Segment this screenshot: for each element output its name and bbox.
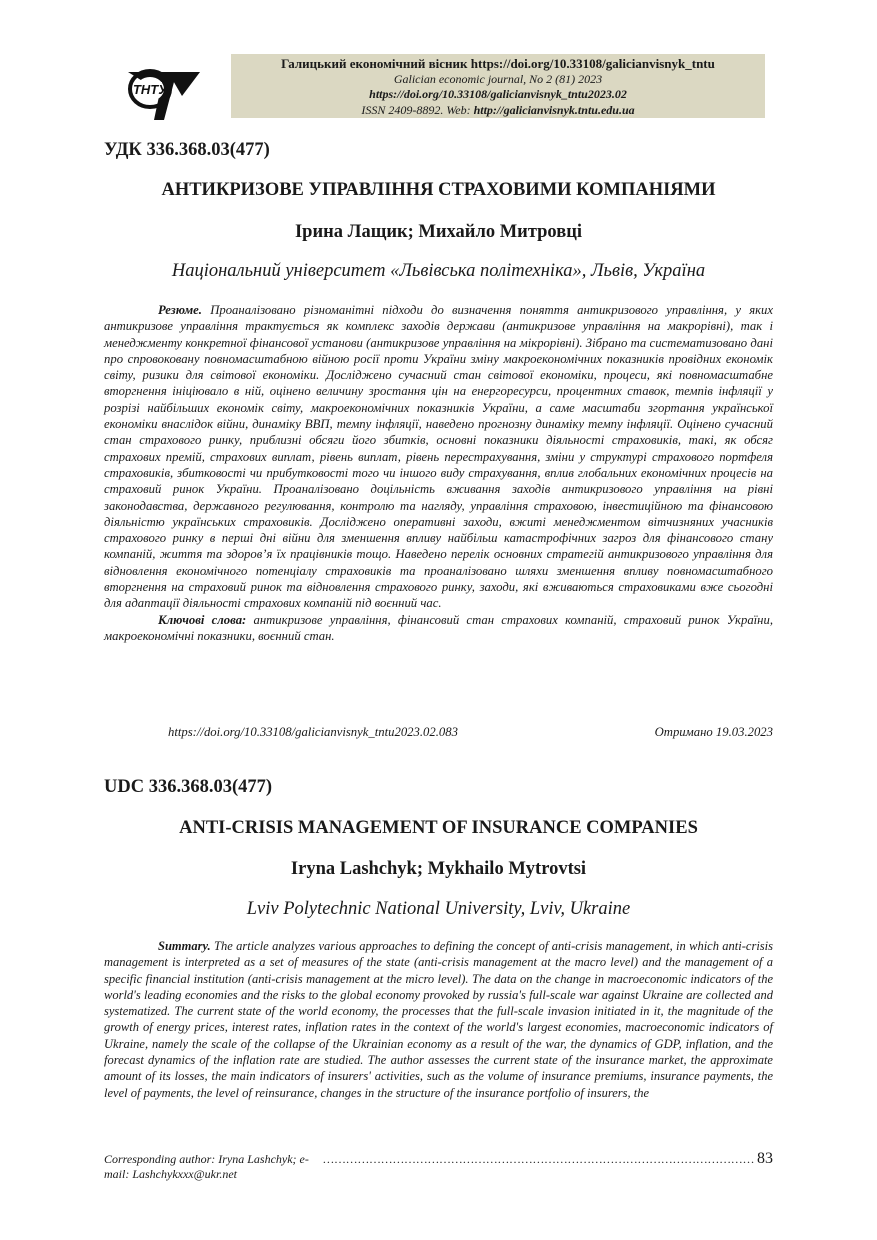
- page-number: 83: [757, 1150, 773, 1167]
- journal-name-line: Галицький економічний вісник https://doi.org/10.33108/galicianvisnyk_tntu: [281, 56, 715, 71]
- udc-en: UDC 336.368.03(477): [104, 777, 273, 797]
- journal-logo: [124, 62, 204, 124]
- summary-paragraph: [104, 938, 773, 1101]
- authors-en: Iryna Lashchyk; Mykhailo Mytrovtsi: [290, 859, 587, 879]
- title-en: ANTI-CRISIS MANAGEMENT OF INSURANCE COMPANIES: [179, 818, 698, 838]
- issn-line: [231, 103, 765, 119]
- received-date: Отримано 19.03.2023: [654, 725, 773, 739]
- authors-ua: Ірина Лащик; Михайло Митровці: [294, 222, 583, 242]
- affiliation-en: Lviv Polytechnic National University, Lviv, Ukraine: [246, 899, 631, 919]
- affiliation-ua: Національний університет «Львівська політехніка», Львів, Україна: [171, 261, 706, 281]
- journal-web-link[interactable]: http://galicianvisnyk.tntu.edu.ua: [473, 102, 635, 117]
- logo-text: ТНТУ: [132, 82, 168, 97]
- summary-en: [104, 938, 773, 1101]
- keywords-text: антикризове управління, фінансовий стан страхових компаній, страховий ринок України, макроекономічні показники, воєнний стан.: [104, 612, 773, 643]
- issue-doi-line: https://doi.org/10.33108/galicianvisnyk_tntu2023.02: [369, 87, 627, 101]
- udc-ua: УДК 336.368.03(477): [104, 140, 270, 160]
- summary-lead: Summary.: [158, 939, 211, 953]
- abstract-lead: Резюме.: [158, 303, 202, 317]
- abstract-ua: [104, 302, 773, 644]
- journal-issue-line: Galician economic journal, No 2 (81) 2023: [393, 71, 603, 86]
- abstract-paragraph: [104, 302, 773, 612]
- title-ua: АНТИКРИЗОВЕ УПРАВЛІННЯ СТРАХОВИМИ КОМПАНІЯМИ: [161, 180, 716, 200]
- issn-text: ISSN 2409-8892. Web:: [361, 102, 474, 117]
- corresponding-author: Corresponding author: Iryna Lashchyk; e-mail: Lashchykxxx@ukr.net: [104, 1152, 309, 1181]
- article-doi-link[interactable]: https://doi.org/10.33108/galicianvisnyk_tntu2023.02.083: [168, 725, 458, 739]
- footer-dot-leader: …………………………………………………………………………………………………: [323, 1152, 755, 1166]
- abstract-text: Проаналізовано різноманітні підходи до визначення поняття антикризового управління, у яких антикризове управління трактується як комплекс заходів держави (антикризове управління на макрорівні), так і менеджменту конкретної фінансової установи (антикризове управління на мікрорівні). Зібрано та систематизовано дані про спровоковану повномасштабною війною росії проти України зміну макроекономічних показників провідних економік світу, ризики для світової економіки. Досліджено сучасний стан світової економіки, процеси, які повномасштабне вторгнення ініціювало в ній, оцінено величину зростання цін на енергоресурси, процентних ставок, темпів інфляції у розрізі найбільших економік світу, макроекономічних показників України, а саме масштаби згортання української економіки внаслідок війни, динаміку ВВП, темпу інфляції, наведено прогнозну динаміку темпу інфляції. Оцінено сучасний стан страхового ринку, приблизні обсяги його збитків, основні показники діяльності страховиків, такі, як обсяг страхових премій, страхових виплат, рівень виплат, рівень перестрахування, зміни у структурі страхового портфеля страховиків, збитковості чи прибутковості того чи іншого виду страхування, вплив глобальних економічних процесів на страховий ринок України. Проаналізовано доцільність вживання заходів антикризового управління на рівні законодавства, державного регулювання, контролю та нагляду, управління страховою, інвестиційною та фінансовою діяльністю українських страховиків. Досліджено оперативні заходи, вжиті менеджментом вітчизняних учасників страхового ринку в перші дні війни для зменшення впливу найбільш катастрофічних загроз для фінансового стану компаній, життя та здоров’я їх працівників тощо. Наведено перелік основних стратегій антикризового управління для відновлення економічного потенціалу страховиків та проаналізовано шляхи зменшення впливу повномасштабного вторгнення на страховий ринок та відновлення страхового ринку, заходи, які вживаються страховиками вже сьогодні для адаптації діяльності страхових компаній під воєнний час.: [104, 303, 773, 611]
- keywords-lead: Ключові слова:: [158, 612, 247, 627]
- page-footer: [104, 1150, 773, 1182]
- keywords-paragraph: [104, 612, 773, 645]
- doi-row: [168, 725, 773, 740]
- summary-text: The article analyzes various approaches to defining the concept of anti-crisis management, in which anti-crisis management is interpreted as a set of measures of the state (anti-crisis management at the macro level) and the management of a specific financial institution (anti-crisis management at the micro level). The data on the change in macroeconomic indicators of the world's leading economies and the risks to the global economy provoked by russia's full-scale war against Ukraine are collected and systematized. The current state of the world economy, the processes that the full-scale invasion initiated in it, the magnitude of the growth of energy prices, interest rates, inflation rates in the context of the world's largest economies, macroeconomic indicators of Ukraine, namely the scale of the collapse of the Ukrainian economy as a result of the war, the dynamics of GDP, inflation, and the forecast dynamics of the inflation rate are studied. The author assesses the current state of the insurance market, the approximate amount of its losses, the main indicators of insurers' activities, such as the volume of insurance premiums, insurance payments, the level of payments, the level of reinsurance, changes in the structure of the insurance portfolio of insurers, the: [104, 939, 773, 1100]
- journal-header: [231, 54, 765, 118]
